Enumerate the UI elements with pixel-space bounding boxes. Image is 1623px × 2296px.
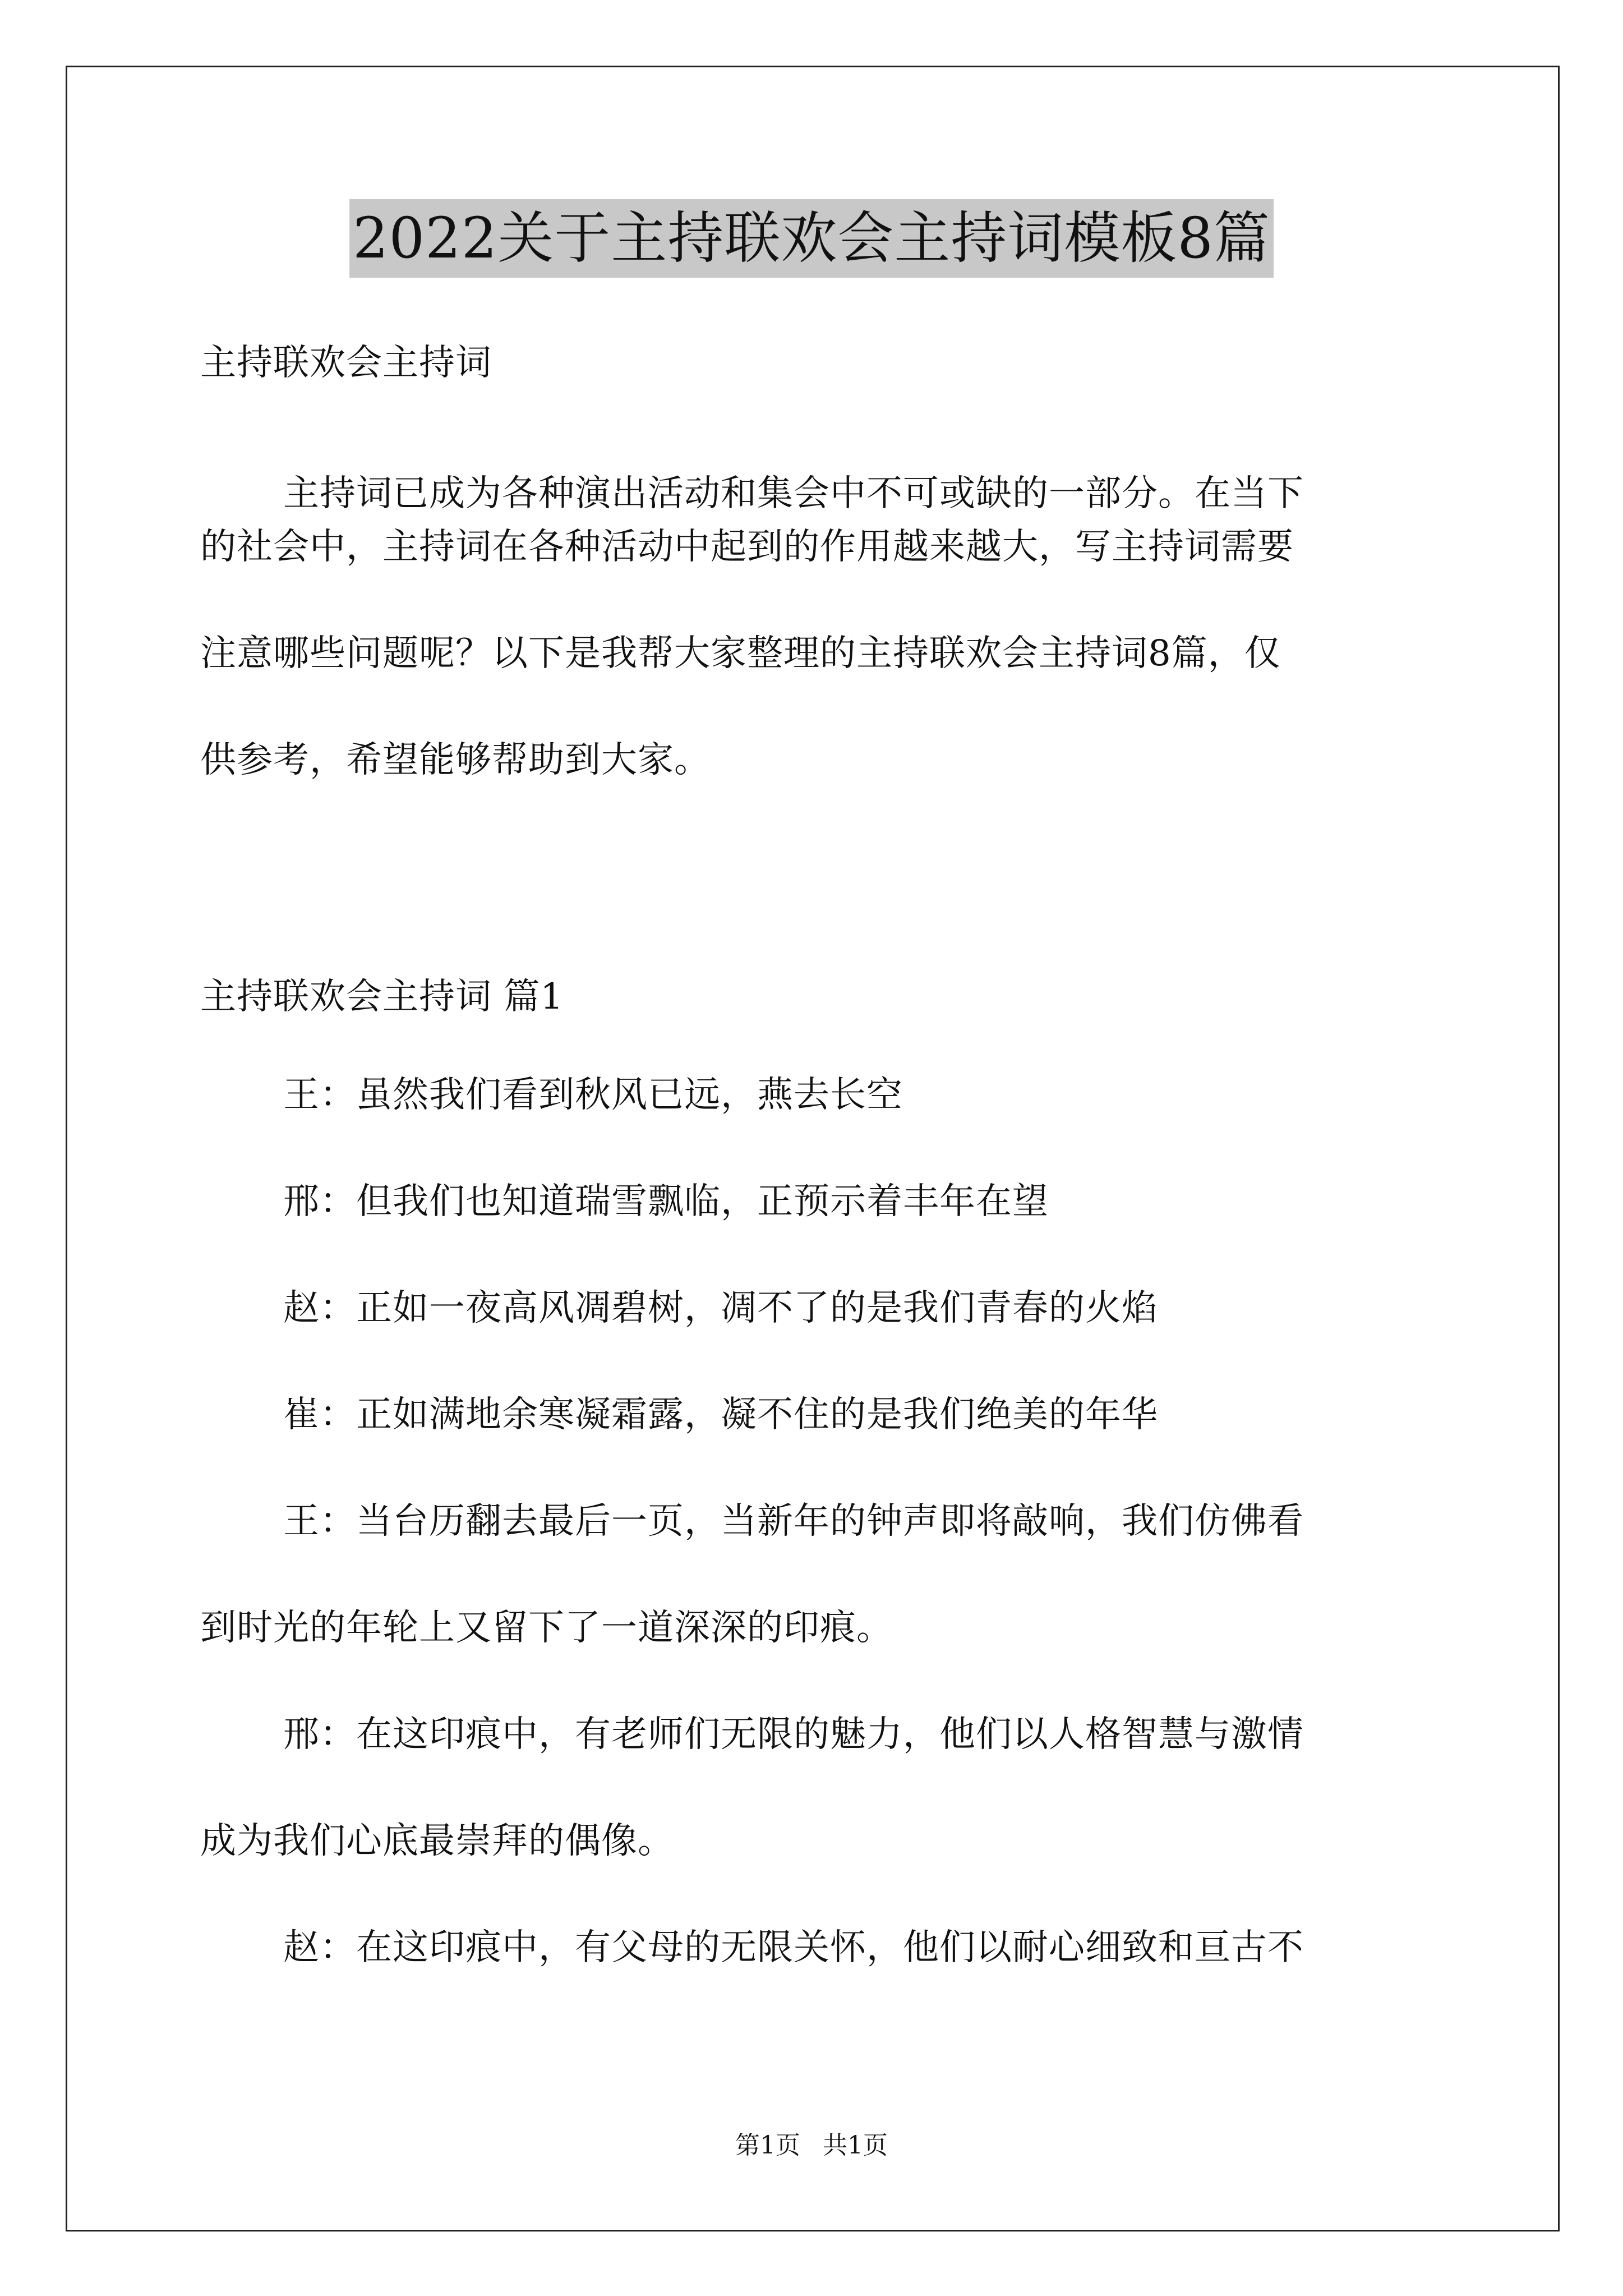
dialogue-line-1: 王：虽然我们看到秋风已远，燕去长空 [283, 1074, 903, 1116]
document-body [200, 337, 1431, 2028]
paragraph-2-line-2: 成为我们心底最崇拜的偶像。 [200, 1820, 674, 1862]
intro-line-4: 供参考，希望能够帮助到大家。 [200, 739, 711, 781]
section-heading: 主持联欢会主持词 [200, 342, 492, 384]
page-number: 第1页 [735, 2131, 800, 2160]
page-total: 共1页 [823, 2131, 888, 2160]
part-heading: 主持联欢会主持词 篇1 [200, 976, 564, 1018]
intro-line-3: 注意哪些问题呢？以下是我帮大家整理的主持联欢会主持词8篇，仅 [200, 633, 1281, 674]
paragraph-3-line-1: 赵：在这印痕中，有父母的无限关怀，他们以耐心细致和亘古不 [283, 1927, 1304, 1968]
title-container [0, 199, 1623, 278]
page-footer [0, 2129, 1623, 2162]
intro-line-1: 主持词已成为各种演出活动和集会中不可或缺的一部分。在当下 [283, 473, 1304, 514]
dialogue-line-2: 邢：但我们也知道瑞雪飘临，正预示着丰年在望 [283, 1181, 1049, 1222]
document-title: 2022关于主持联欢会主持词模板8篇 [349, 199, 1274, 278]
intro-line-2: 的社会中，主持词在各种活动中起到的作用越来越大，写主持词需要 [200, 526, 1294, 568]
paragraph-1-line-1: 王：当台历翻去最后一页，当新年的钟声即将敲响，我们仿佛看 [283, 1501, 1304, 1542]
paragraph-1-line-2: 到时光的年轮上又留下了一道深深的印痕。 [200, 1607, 893, 1649]
paragraph-2-line-1: 邢：在这印痕中，有老师们无限的魅力，他们以人格智慧与激情 [283, 1714, 1304, 1755]
dialogue-line-3: 赵：正如一夜高风凋碧树，凋不了的是我们青春的火焰 [283, 1287, 1158, 1329]
dialogue-line-4: 崔：正如满地余寒凝霜露，凝不住的是我们绝美的年华 [283, 1394, 1158, 1435]
